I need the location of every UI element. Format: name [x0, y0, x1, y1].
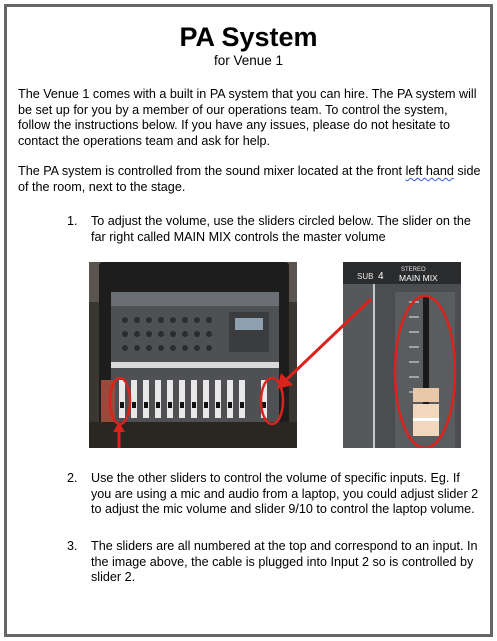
- list-item: [67, 539, 482, 586]
- stereo-label: STEREO: [401, 267, 426, 273]
- mixer-photo-image: [89, 262, 297, 448]
- instruction-list-1: [67, 214, 482, 245]
- spellcheck-underlined-text: left hand: [405, 164, 454, 178]
- instruction-list-2: [67, 471, 482, 518]
- document-page: [4, 4, 493, 637]
- list-item-number: 3.: [67, 539, 78, 553]
- channel-number: 4: [378, 271, 384, 282]
- main-mix-label: MAIN MIX: [399, 273, 438, 283]
- instruction-list-3: [67, 539, 482, 586]
- annotation-arrow: [267, 297, 377, 397]
- page-title: PA System: [179, 22, 318, 52]
- sub-label: SUB: [357, 272, 374, 281]
- intro-paragraph: The Venue 1 comes with a built in PA system that you can hire. The PA system will be set up for you by a member of our operations team. To control the system, follow the instructions below. If you have any issues, please do not hesitate to contact the operations team and ask for help.: [18, 87, 477, 148]
- location-text-end: side of the room, next to the stage.: [18, 164, 481, 194]
- list-item-text: Use the other sliders to control the volume of specific inputs. Eg. If you are using a mic and audio from a laptop, you could adjust slider 2 to adjust the mic volume and slider 9/10 to control the laptop volume.: [91, 471, 479, 517]
- location-paragraph: [18, 164, 481, 195]
- list-item: [67, 471, 482, 518]
- location-text-start: The PA system is controlled from the sound mixer located at the front: [18, 164, 406, 178]
- list-item-text: To adjust the volume, use the sliders circled below. The slider on the far right called MAIN MIX controls the master volume: [91, 214, 471, 244]
- list-item: [67, 214, 482, 245]
- list-item-number: 2.: [67, 471, 78, 485]
- list-item-number: 1.: [67, 214, 78, 228]
- page-subtitle: for Venue 1: [213, 53, 284, 68]
- mixer-photo: [89, 262, 297, 448]
- list-item-text: The sliders are all numbered at the top and correspond to an input. In the image above, the cable is plugged into Input 2 so is controlled by slider 2.: [91, 539, 478, 585]
